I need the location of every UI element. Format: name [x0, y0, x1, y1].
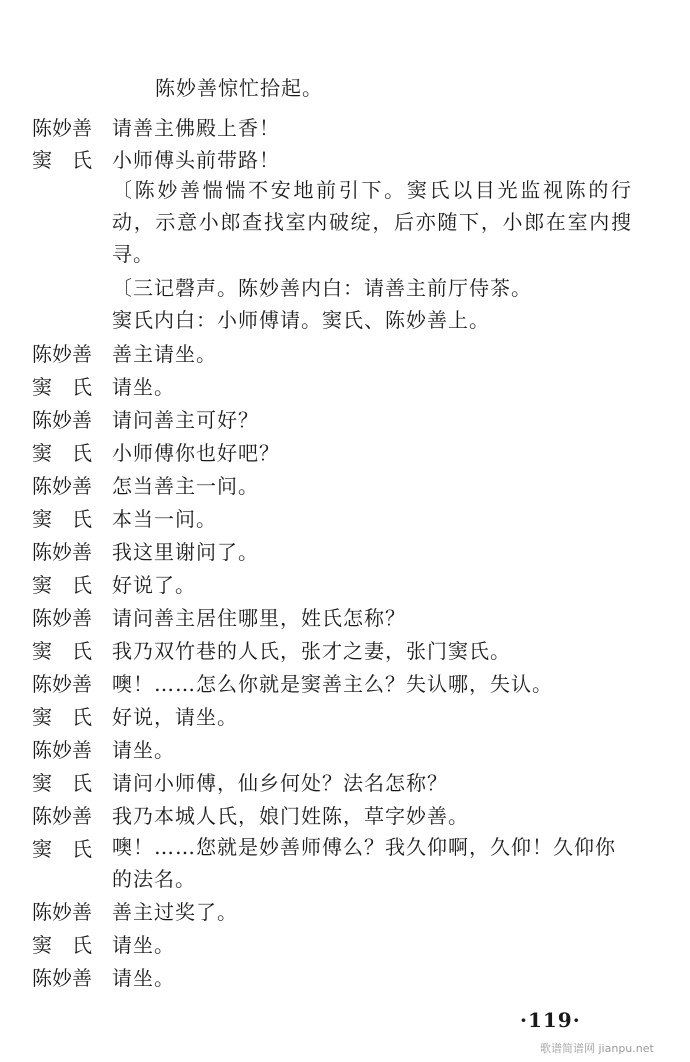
speaker-label: 陈妙善: [32, 672, 92, 696]
dialogue-line: 善主过奖了。: [112, 900, 238, 924]
speaker-label: 陈妙善: [32, 804, 92, 828]
speaker-label: 陈妙善: [32, 116, 92, 140]
speaker-label: 窦 氏: [32, 375, 92, 399]
dialogue-line: 请坐。: [112, 933, 175, 957]
dialogue-line: 噢！……您就是妙善师傅么？我久仰啊，久仰！久仰你的法名。: [112, 835, 616, 891]
speaker-label: 窦 氏: [32, 441, 92, 465]
dialogue-line: 请坐。: [112, 966, 175, 990]
dialogue-line: 我乃本城人氏，娘门姓陈，草字妙善。: [112, 804, 469, 828]
dialogue-line: 善主请坐。: [112, 342, 217, 366]
dialogue-line: 我这里谢问了。: [112, 540, 259, 564]
speaker-label: 窦 氏: [32, 705, 92, 729]
stage-direction: 窦氏内白：小师傅请。窦氏、陈妙善上。: [112, 308, 490, 332]
dialogue-line: 好说，请坐。: [112, 705, 238, 729]
dialogue-line: 噢！……怎么你就是窦善主么？失认哪，失认。: [112, 672, 553, 696]
stage-direction: 〔三记磬声。陈妙善内白：请善主前厅侍茶。: [112, 276, 532, 300]
dialogue-line: 好说了。: [112, 573, 196, 597]
dialogue-line: 请问小师傅，仙乡何处？法名怎称？: [112, 771, 448, 795]
dialogue-line: 我乃双竹巷的人氏，张才之妻，张门窦氏。: [112, 639, 511, 663]
speaker-label: 陈妙善: [32, 474, 92, 498]
dialogue-line: 请坐。: [112, 375, 175, 399]
speaker-label: 窦 氏: [32, 639, 92, 663]
speaker-label: 陈妙善: [32, 966, 92, 990]
speaker-label: 窦 氏: [32, 933, 92, 957]
speaker-label: 窦 氏: [32, 771, 92, 795]
dialogue-line: 请坐。: [112, 738, 175, 762]
page-number: ·119·: [520, 1008, 581, 1032]
speaker-label: 窦 氏: [32, 837, 92, 861]
speaker-label: 窦 氏: [32, 573, 92, 597]
stage-direction-heading: 陈妙善惊忙拾起。: [155, 76, 323, 100]
stage-direction: 〔陈妙善惴惴不安地前引下。窦氏以目光监视陈的行动，示意小郎查找室内破绽，后亦随下，小郎在室内搜寻。: [112, 178, 632, 266]
dialogue-line: 小师傅你也好吧？: [112, 441, 280, 465]
speaker-label: 陈妙善: [32, 408, 92, 432]
speaker-label: 陈妙善: [32, 540, 92, 564]
dialogue-line: 小师傅头前带路！: [112, 148, 280, 172]
site-watermark: 歌谱简谱网 jianpu.net: [540, 1042, 654, 1055]
dialogue-line: 请善主佛殿上香！: [112, 116, 280, 140]
dialogue-line: 本当一问。: [112, 507, 217, 531]
dialogue-line: 请问善主居住哪里，姓氏怎称？: [112, 606, 406, 630]
speaker-label: 陈妙善: [32, 900, 92, 924]
speaker-label: 陈妙善: [32, 738, 92, 762]
dialogue-line: 怎当善主一问。: [112, 474, 259, 498]
speaker-label: 窦 氏: [32, 507, 92, 531]
speaker-label: 陈妙善: [32, 342, 92, 366]
speaker-label: 陈妙善: [32, 606, 92, 630]
dialogue-line: 请问善主可好？: [112, 408, 259, 432]
speaker-label: 窦 氏: [32, 148, 92, 172]
